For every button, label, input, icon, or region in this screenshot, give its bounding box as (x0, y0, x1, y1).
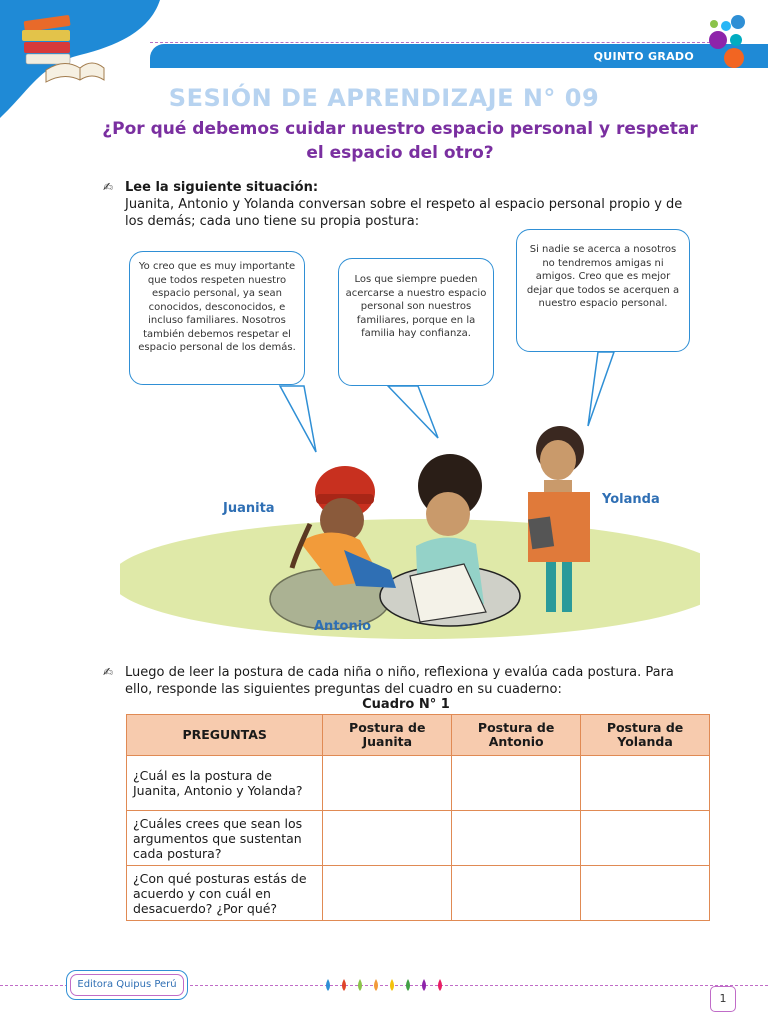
speech-bubble-yolanda (516, 229, 690, 352)
color-drops-decoration (322, 977, 452, 993)
grade-label: QUINTO GRADO (593, 50, 694, 63)
table-row (127, 756, 710, 811)
question-cell: ¿Cuáles crees que sean los argumentos que sustentan cada postura? (127, 811, 323, 866)
table-header-row (127, 715, 710, 756)
conversation-illustration (120, 224, 700, 654)
header-preguntas: PREGUNTAS (127, 715, 323, 756)
pencil-hand-icon: ✍ (103, 180, 114, 194)
name-label-yolanda: Yolanda (602, 492, 660, 507)
questions-table (126, 714, 710, 921)
answer-cell (452, 756, 581, 811)
dots-decoration (708, 14, 758, 70)
question-cell: ¿Cuál es la postura de Juanita, Antonio y Yolanda? (127, 756, 323, 811)
answer-cell (452, 811, 581, 866)
answer-cell (581, 866, 710, 921)
question-cell: ¿Con qué posturas estás de acuerdo y con cuál en desacuerdo? ¿Por qué? (127, 866, 323, 921)
header-postura-juanita: Postura de Juanita (323, 715, 452, 756)
page-number: 1 (710, 986, 736, 1012)
reflection-instruction (103, 664, 703, 698)
writing-hand-icon: ✍ (103, 665, 114, 679)
page-subtitle: ¿Por qué debemos cuidar nuestro espacio personal y respetar el espacio del otro? (102, 119, 698, 163)
answer-cell (323, 756, 452, 811)
table-row (127, 811, 710, 866)
instruction-text: Juanita, Antonio y Yolanda conversan sobre el respeto al espacio personal propio y de los demás; cada uno tiene su propia postura: (125, 197, 683, 229)
bubble-text-yolanda: Si nadie se acerca a nosotros no tendremos amigas ni amigos. Creo que es mejor dejar que todos se acerquen a nuestro espacio personal. (526, 244, 680, 309)
bubble-text-juanita: Yo creo que es muy importante que todos respeten nuestro espacio personal, ya sean conocidos, desconocidos, e incluso familiares. Nosotros también debemos respetar el espacio personal de los demás. (138, 261, 296, 353)
answer-cell (581, 756, 710, 811)
publisher-badge: Editora Quipus Perú (66, 970, 188, 1000)
books-icon (18, 12, 106, 84)
reading-instruction: ✍ Lee la siguiente situación: Juanita, Antonio y Yolanda conversan sobre el respeto al espacio personal propio y de los demás; cada uno tiene su propia postura: (103, 180, 683, 229)
answer-cell (323, 866, 452, 921)
answer-cell (452, 866, 581, 921)
bubble-text-antonio: Los que siempre pueden acercarse a nuestro espacio personal son nuestros familiares, porque en la familia hay confianza. (345, 274, 487, 339)
reflection-text: Luego de leer la postura de cada niña o niño, reflexiona y evalúa cada postura. Para ello, responde las siguientes preguntas del cuadro en su cuaderno: (125, 665, 674, 697)
answer-cell (323, 811, 452, 866)
table-caption: Cuadro N° 1 (362, 697, 450, 712)
speech-bubble-antonio (338, 258, 494, 386)
name-label-juanita: Juanita (223, 501, 275, 516)
speech-bubble-juanita (129, 251, 305, 385)
page-title: SESIÓN DE APRENDIZAJE N° 09 (168, 84, 600, 112)
header-postura-antonio: Postura de Antonio (452, 715, 581, 756)
header-postura-yolanda: Postura de Yolanda (581, 715, 710, 756)
table-row (127, 866, 710, 921)
name-label-antonio: Antonio (314, 619, 372, 634)
answer-cell (581, 811, 710, 866)
instruction-lead: Lee la siguiente situación (125, 180, 313, 195)
header-dashed-line (150, 42, 710, 43)
